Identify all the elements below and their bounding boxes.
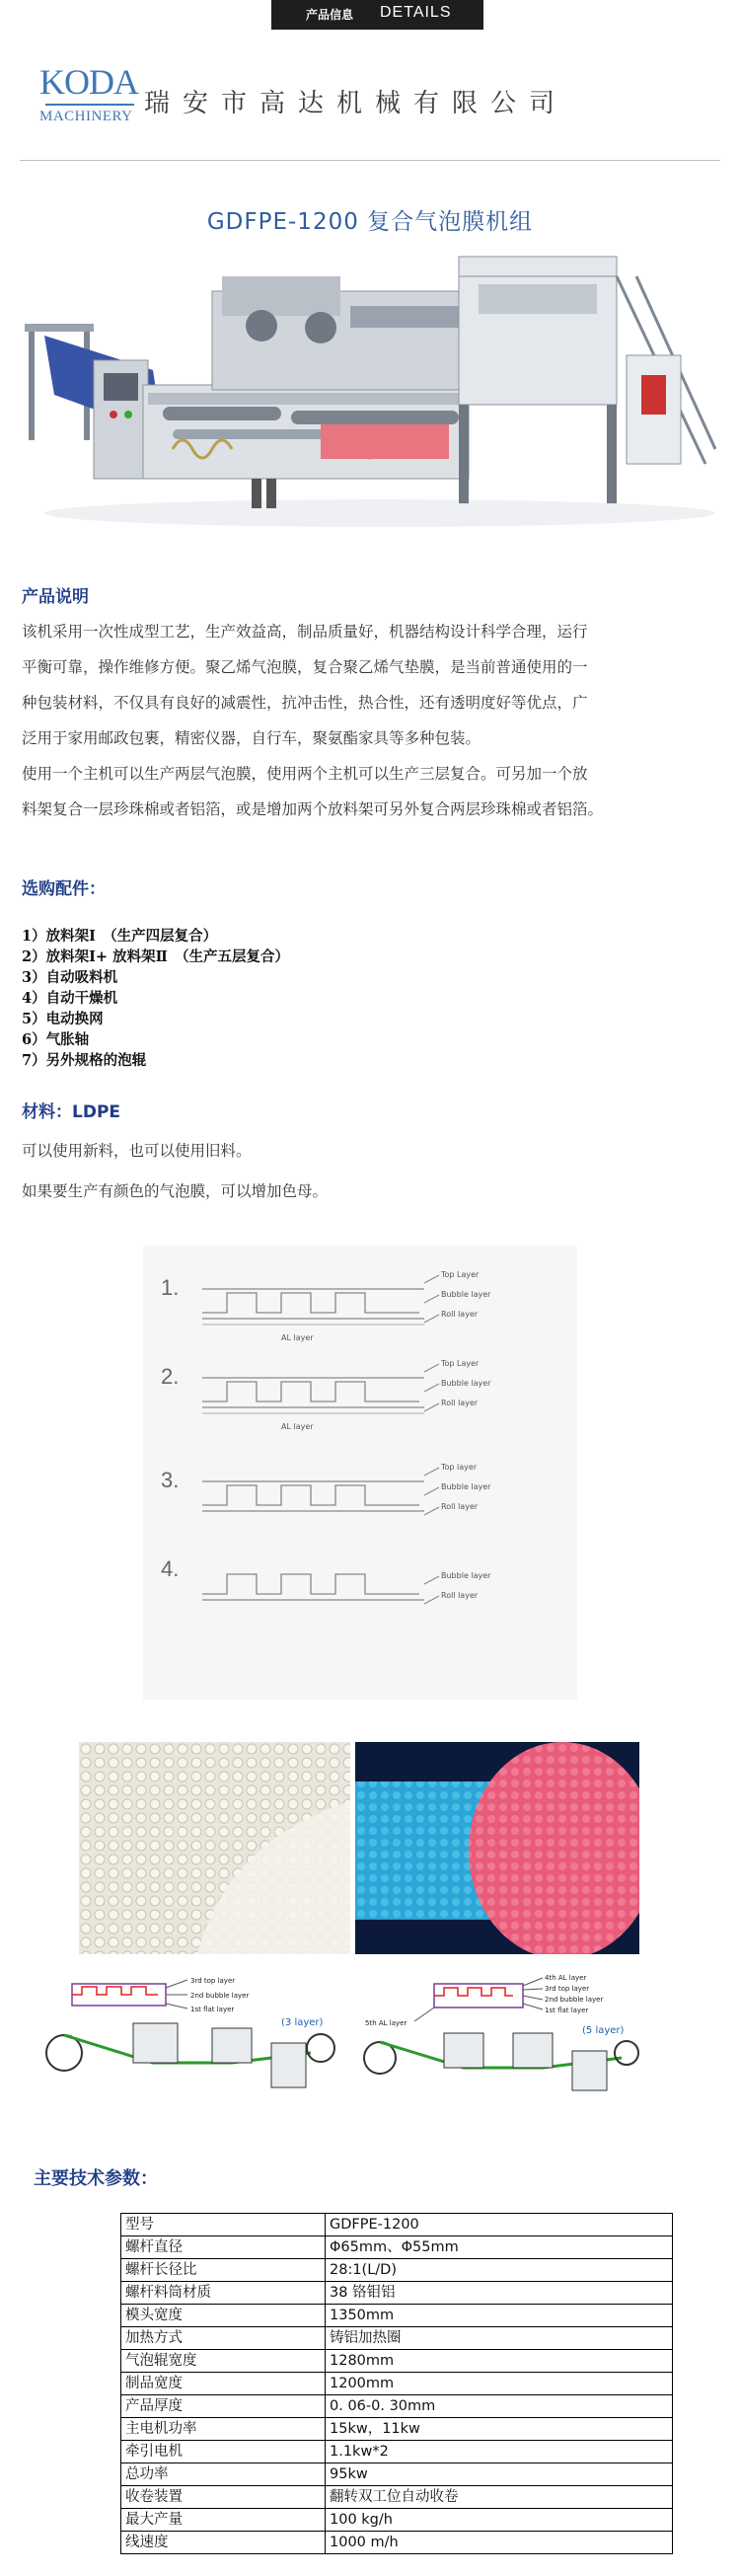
header-tab <box>271 0 483 30</box>
bubble-layer-line <box>202 1293 419 1313</box>
spec-value: 铸铝加热圈 <box>326 2327 673 2350</box>
diagram-layer-label: Roll layer <box>441 1591 479 1600</box>
label-leader <box>424 1468 439 1476</box>
diagram-label: 5th AL layer <box>365 2019 407 2027</box>
spec-key: 螺杆料筒材质 <box>121 2282 326 2305</box>
bubble-layer-line <box>202 1382 419 1402</box>
spec-row <box>121 2373 673 2395</box>
spec-row <box>121 2305 673 2327</box>
spec-key: 产品厚度 <box>121 2395 326 2418</box>
diagram-layer-label: Bubble layer <box>441 1290 491 1299</box>
diagram-label: 3rd top layer <box>545 1985 590 1993</box>
spec-value: GDFPE-1200 <box>326 2214 673 2236</box>
spec-row <box>121 2327 673 2350</box>
specs-table <box>120 2213 673 2554</box>
diagram-layer-label: AL layer <box>281 1333 314 1342</box>
spec-key: 气泡辊宽度 <box>121 2350 326 2373</box>
diagram-label: 4th AL layer <box>545 1974 587 1982</box>
options-title: 选购配件： <box>22 879 106 899</box>
diagram-layer-label: Roll layer <box>441 1310 479 1319</box>
white-bubble-film-photo <box>79 1742 350 1954</box>
logo-rule <box>45 104 134 106</box>
material-line: 可以使用新料，也可以使用旧料。 <box>22 1142 252 1160</box>
description-line: 该机采用一次性成型工艺，生产效益高，制品质量好，机器结构设计科学合理，运行 <box>22 623 588 641</box>
bubble-layer-line <box>202 1574 419 1594</box>
description-line: 平衡可靠，操作维修方便。聚乙烯气泡膜，复合聚乙烯气垫膜，是当前普通使用的一 <box>22 658 588 676</box>
logo-subtitle: MACHINERY <box>39 109 133 124</box>
diagram-label: 1st flat layer <box>190 2006 235 2013</box>
diagram-layer-label: Top Layer <box>441 1359 480 1368</box>
label-leader <box>424 1487 439 1495</box>
spec-key: 螺杆长径比 <box>121 2259 326 2282</box>
diagram-layer-label: Bubble layer <box>441 1482 491 1491</box>
material-title: 材料：LDPE <box>22 1102 121 1122</box>
diagram-label: 2nd bubble layer <box>190 1992 250 2000</box>
description-title: 产品说明 <box>22 587 89 607</box>
option-item: 4）自动干燥机 <box>22 990 118 1007</box>
diagram-row-number: 2. <box>161 1364 180 1389</box>
header-divider <box>20 160 720 161</box>
option-item: 6）气胀轴 <box>22 1031 90 1048</box>
label-leader <box>424 1403 439 1411</box>
spec-row <box>121 2486 673 2509</box>
spec-row <box>121 2259 673 2282</box>
spec-key: 制品宽度 <box>121 2373 326 2395</box>
description-line: 种包装材料，不仅具有良好的减震性，抗冲击性，热合性，还有透明度好等优点，广 <box>22 694 588 712</box>
spec-value: 28:1(L/D) <box>326 2259 673 2282</box>
option-item: 2）放料架Ⅰ+ 放料架Ⅱ （生产五层复合） <box>22 948 290 965</box>
diagram-label: 1st flat layer <box>545 2007 589 2014</box>
label-leader <box>424 1596 439 1604</box>
specs-title: 主要技术参数： <box>34 2168 158 2189</box>
option-item: 5）电动换网 <box>22 1011 104 1027</box>
diagram-layer-label: Bubble layer <box>441 1571 491 1580</box>
logo-brand: KODA <box>39 62 138 102</box>
option-item: 1）放料架Ⅰ （生产四层复合） <box>22 928 218 945</box>
spec-key: 最大产量 <box>121 2509 326 2532</box>
spec-value: 95kw <box>326 2463 673 2486</box>
label-leader <box>424 1384 439 1392</box>
diagram-layer-label: Top Layer <box>441 1270 480 1279</box>
label-leader <box>424 1295 439 1303</box>
spec-key: 收卷装置 <box>121 2486 326 2509</box>
header-tab-cn: 产品信息 <box>306 8 354 22</box>
header-tab-en: DETAILS <box>380 4 452 21</box>
spec-key: 型号 <box>121 2214 326 2236</box>
spec-row <box>121 2214 673 2236</box>
diagram-row-number: 3. <box>161 1468 180 1492</box>
spec-key: 螺杆直径 <box>121 2236 326 2259</box>
spec-key: 主电机功率 <box>121 2418 326 2441</box>
five-layer-line-diagram <box>355 1964 651 2112</box>
description-line: 泛用于家用邮政包裹，精密仪器，自行车，聚氨酯家具等多种包装。 <box>22 729 481 747</box>
spec-value: 1.1kw*2 <box>326 2441 673 2463</box>
spec-value: 0. 06-0. 30mm <box>326 2395 673 2418</box>
spec-row <box>121 2463 673 2486</box>
machine-photo <box>25 237 720 533</box>
layer-structure-diagram <box>143 1246 577 1700</box>
colored-bubble-rolls-photo <box>355 1742 639 1954</box>
diagram-tag: (5 layer) <box>582 2025 625 2036</box>
spec-value: 38 铬钼铝 <box>326 2282 673 2305</box>
option-item: 3）自动吸料机 <box>22 969 118 986</box>
company-name: 瑞安市高达机械有限公司 <box>144 89 568 118</box>
description-line: 料架复合一层珍珠棉或者铝箔，或是增加两个放料架可另外复合两层珍珠棉或者铝箔。 <box>22 800 604 818</box>
three-layer-line-diagram <box>35 1964 350 2112</box>
spec-key: 牵引电机 <box>121 2441 326 2463</box>
spec-row <box>121 2441 673 2463</box>
diagram-label: 2nd bubble layer <box>545 1996 604 2004</box>
spec-value: 15kw，11kw <box>326 2418 673 2441</box>
spec-value: 1000 m/h <box>326 2532 673 2554</box>
description-line: 使用一个主机可以生产两层气泡膜，使用两个主机可以生产三层复合。可另加一个放 <box>22 765 588 783</box>
spec-value: 1280mm <box>326 2350 673 2373</box>
spec-row <box>121 2350 673 2373</box>
diagram-tag: (3 layer) <box>281 2017 324 2028</box>
spec-value: 1200mm <box>326 2373 673 2395</box>
diagram-layer-label: Bubble layer <box>441 1379 491 1388</box>
diagram-layer-label: Roll layer <box>441 1502 479 1511</box>
spec-value: 翻转双工位自动收卷 <box>326 2486 673 2509</box>
label-leader <box>424 1576 439 1584</box>
material-line: 如果要生产有颜色的气泡膜，可以增加色母。 <box>22 1182 329 1200</box>
label-leader <box>424 1507 439 1515</box>
spec-row <box>121 2509 673 2532</box>
description-text <box>22 614 718 827</box>
spec-value: 100 kg/h <box>326 2509 673 2532</box>
diagram-row-number: 1. <box>161 1275 180 1300</box>
spec-value: Φ65mm、Φ55mm <box>326 2236 673 2259</box>
spec-row <box>121 2282 673 2305</box>
diagram-layer-label: AL layer <box>281 1422 314 1431</box>
spec-key: 线速度 <box>121 2532 326 2554</box>
spec-key: 模头宽度 <box>121 2305 326 2327</box>
spec-row <box>121 2395 673 2418</box>
diagram-layer-label: Roll layer <box>441 1399 479 1407</box>
label-leader <box>424 1364 439 1372</box>
diagram-layer-label: Top layer <box>441 1463 478 1472</box>
spec-value: 1350mm <box>326 2305 673 2327</box>
spec-row <box>121 2236 673 2259</box>
label-leader <box>424 1275 439 1283</box>
bubble-layer-line <box>202 1485 419 1505</box>
diagram-row-number: 4. <box>161 1556 180 1581</box>
company-logo <box>39 61 138 132</box>
product-title: GDFPE-1200 复合气泡膜机组 <box>206 209 534 235</box>
spec-key: 加热方式 <box>121 2327 326 2350</box>
options-list <box>22 926 289 1071</box>
spec-row <box>121 2418 673 2441</box>
spec-key: 总功率 <box>121 2463 326 2486</box>
label-leader <box>424 1315 439 1323</box>
option-item: 7）另外规格的泡辊 <box>22 1052 147 1069</box>
diagram-label: 3rd top layer <box>190 1977 236 1985</box>
spec-row <box>121 2532 673 2554</box>
